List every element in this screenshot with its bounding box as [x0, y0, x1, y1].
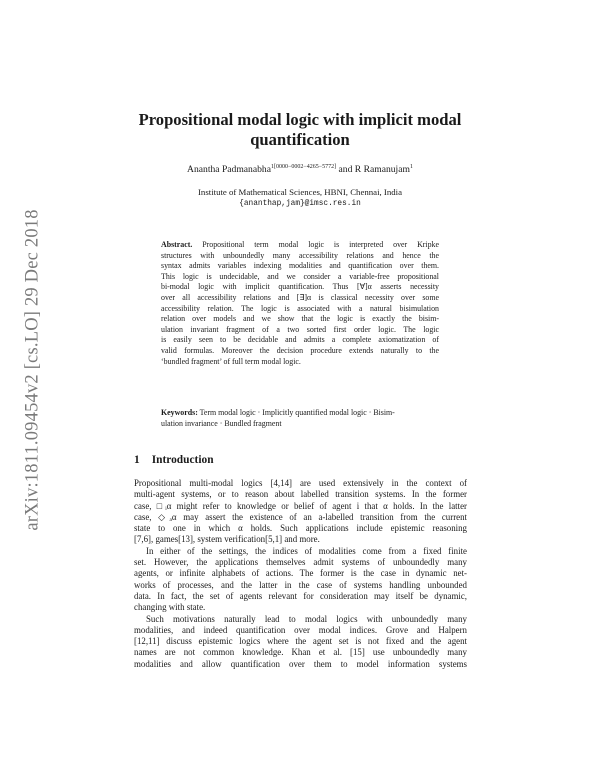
- abstract-line: structures with unboundedly many accessibility relations and hence the: [161, 250, 439, 260]
- abstract-line: over all accessibility relations and [∃]α is classical necessity over some: [161, 292, 439, 302]
- keywords-line: ulation invariance · Bundled fragment: [161, 418, 282, 428]
- author-list: [120, 164, 480, 175]
- abstract-line: ulation invariant fragment of a two sorted first order logic. The logic: [161, 324, 439, 334]
- abstract-line: valid formulas. Moreover the decision procedure extends naturally to the: [161, 345, 439, 355]
- body-line: In either of the settings, the indices of modalities come from a fixed finite: [146, 545, 467, 556]
- body-line: [7,6], games[13], system verification[5,1] and more.: [134, 534, 320, 545]
- body-line: modalities, and indeed quantification over modal indices. Grove and Halpern: [134, 624, 467, 635]
- arxiv-identifier: [22, 190, 44, 550]
- abstract-line: ‘bundled fragment’ of full term modal logic.: [161, 356, 301, 366]
- body-line: case, ◇ₐα may assert the existence of an a-labelled transition from the current: [134, 511, 467, 522]
- body-line: state to one in which α holds. Such applications include epistemic reasoning: [134, 523, 467, 534]
- abstract-line: accessibility relation. The logic is associated with a natural bisimulation: [161, 303, 439, 313]
- body-line: Such motivations naturally lead to modal logics with unboundedly many: [146, 613, 467, 624]
- body-line: case, □ᵢα might refer to knowledge or belief of agent i that α holds. In the latter: [134, 500, 467, 511]
- body-line: names are not common knowledge. Khan et al. [15] use unboundedly many: [134, 647, 467, 658]
- abstract-line: is easily seen to be decidable and admits a complete axiomatization of: [161, 335, 439, 345]
- body-line: changing with state.: [134, 602, 206, 613]
- abstract-line: bi-modal logic with implicit quantification. Thus [∀]α asserts necessity: [161, 282, 439, 292]
- body-line: works of processes, and the latter in the case of systems handling unbounded: [134, 579, 467, 590]
- title-line-2: quantification: [250, 130, 350, 149]
- abstract: [161, 240, 439, 367]
- author-email: {ananthap,jam}@imsc.res.in: [239, 200, 361, 208]
- section-number: 1: [134, 454, 140, 466]
- abstract-line: relation over models and we show that the logic is exactly the bisim-: [161, 314, 439, 324]
- title-line-1: Propositional modal logic with implicit modal: [138, 110, 462, 129]
- author-conjunction: and R Ramanujam: [336, 164, 410, 176]
- body-line: Propositional multi-modal logics [4,14] are used extensively in the context of: [134, 478, 467, 488]
- abstract-heading: Abstract.: [161, 240, 193, 249]
- author-2-affiliation: 1: [409, 164, 413, 170]
- arxiv-identifier-text: arXiv:1811.09454v2 [cs.LO] 29 Dec 2018: [22, 209, 43, 531]
- body-line: set. However, the applications themselves admit systems of unboundedly many: [134, 557, 467, 568]
- keywords: [161, 408, 439, 429]
- body-line: data. In fact, the set of agents relevant for consideration may itself be dynamic,: [134, 590, 467, 601]
- body-line: agents, or infinite alphabets of actions. The former is the case in dynamic net-: [134, 568, 467, 579]
- abstract-line: syntax admits variables indexing modalities and quantification over them.: [161, 261, 439, 271]
- section-title: Introduction: [151, 454, 214, 466]
- section-heading: [134, 454, 214, 466]
- body-text: [134, 478, 467, 670]
- affiliation-block: [120, 186, 480, 210]
- body-line: [12,11] discuss epistemic logics where the agent set is not fixed and the agent: [134, 636, 467, 647]
- keywords-heading: Keywords:: [161, 408, 198, 417]
- author-1-affiliation-orcid: 1[0000−0002−4265−5772]: [270, 164, 337, 170]
- body-line: modalities and allow quantification over them to model information systems: [134, 658, 467, 669]
- abstract-line: This logic is undecidable, and we consider a variable-free propositional: [161, 271, 439, 281]
- keywords-line: Keywords: Term modal logic · Implicitly quantified modal logic · Bisim-: [161, 408, 395, 417]
- author-1: Anantha Padmanabha: [187, 164, 271, 176]
- body-line: multi-agent systems, or to reason about labelled transition systems. In the former: [134, 489, 467, 500]
- paper-title: [120, 110, 480, 150]
- abstract-line: Abstract. Propositional term modal logic is interpreted over Kripke: [161, 240, 439, 249]
- institute-name: Institute of Mathematical Sciences, HBNI, Chennai, India: [198, 187, 402, 197]
